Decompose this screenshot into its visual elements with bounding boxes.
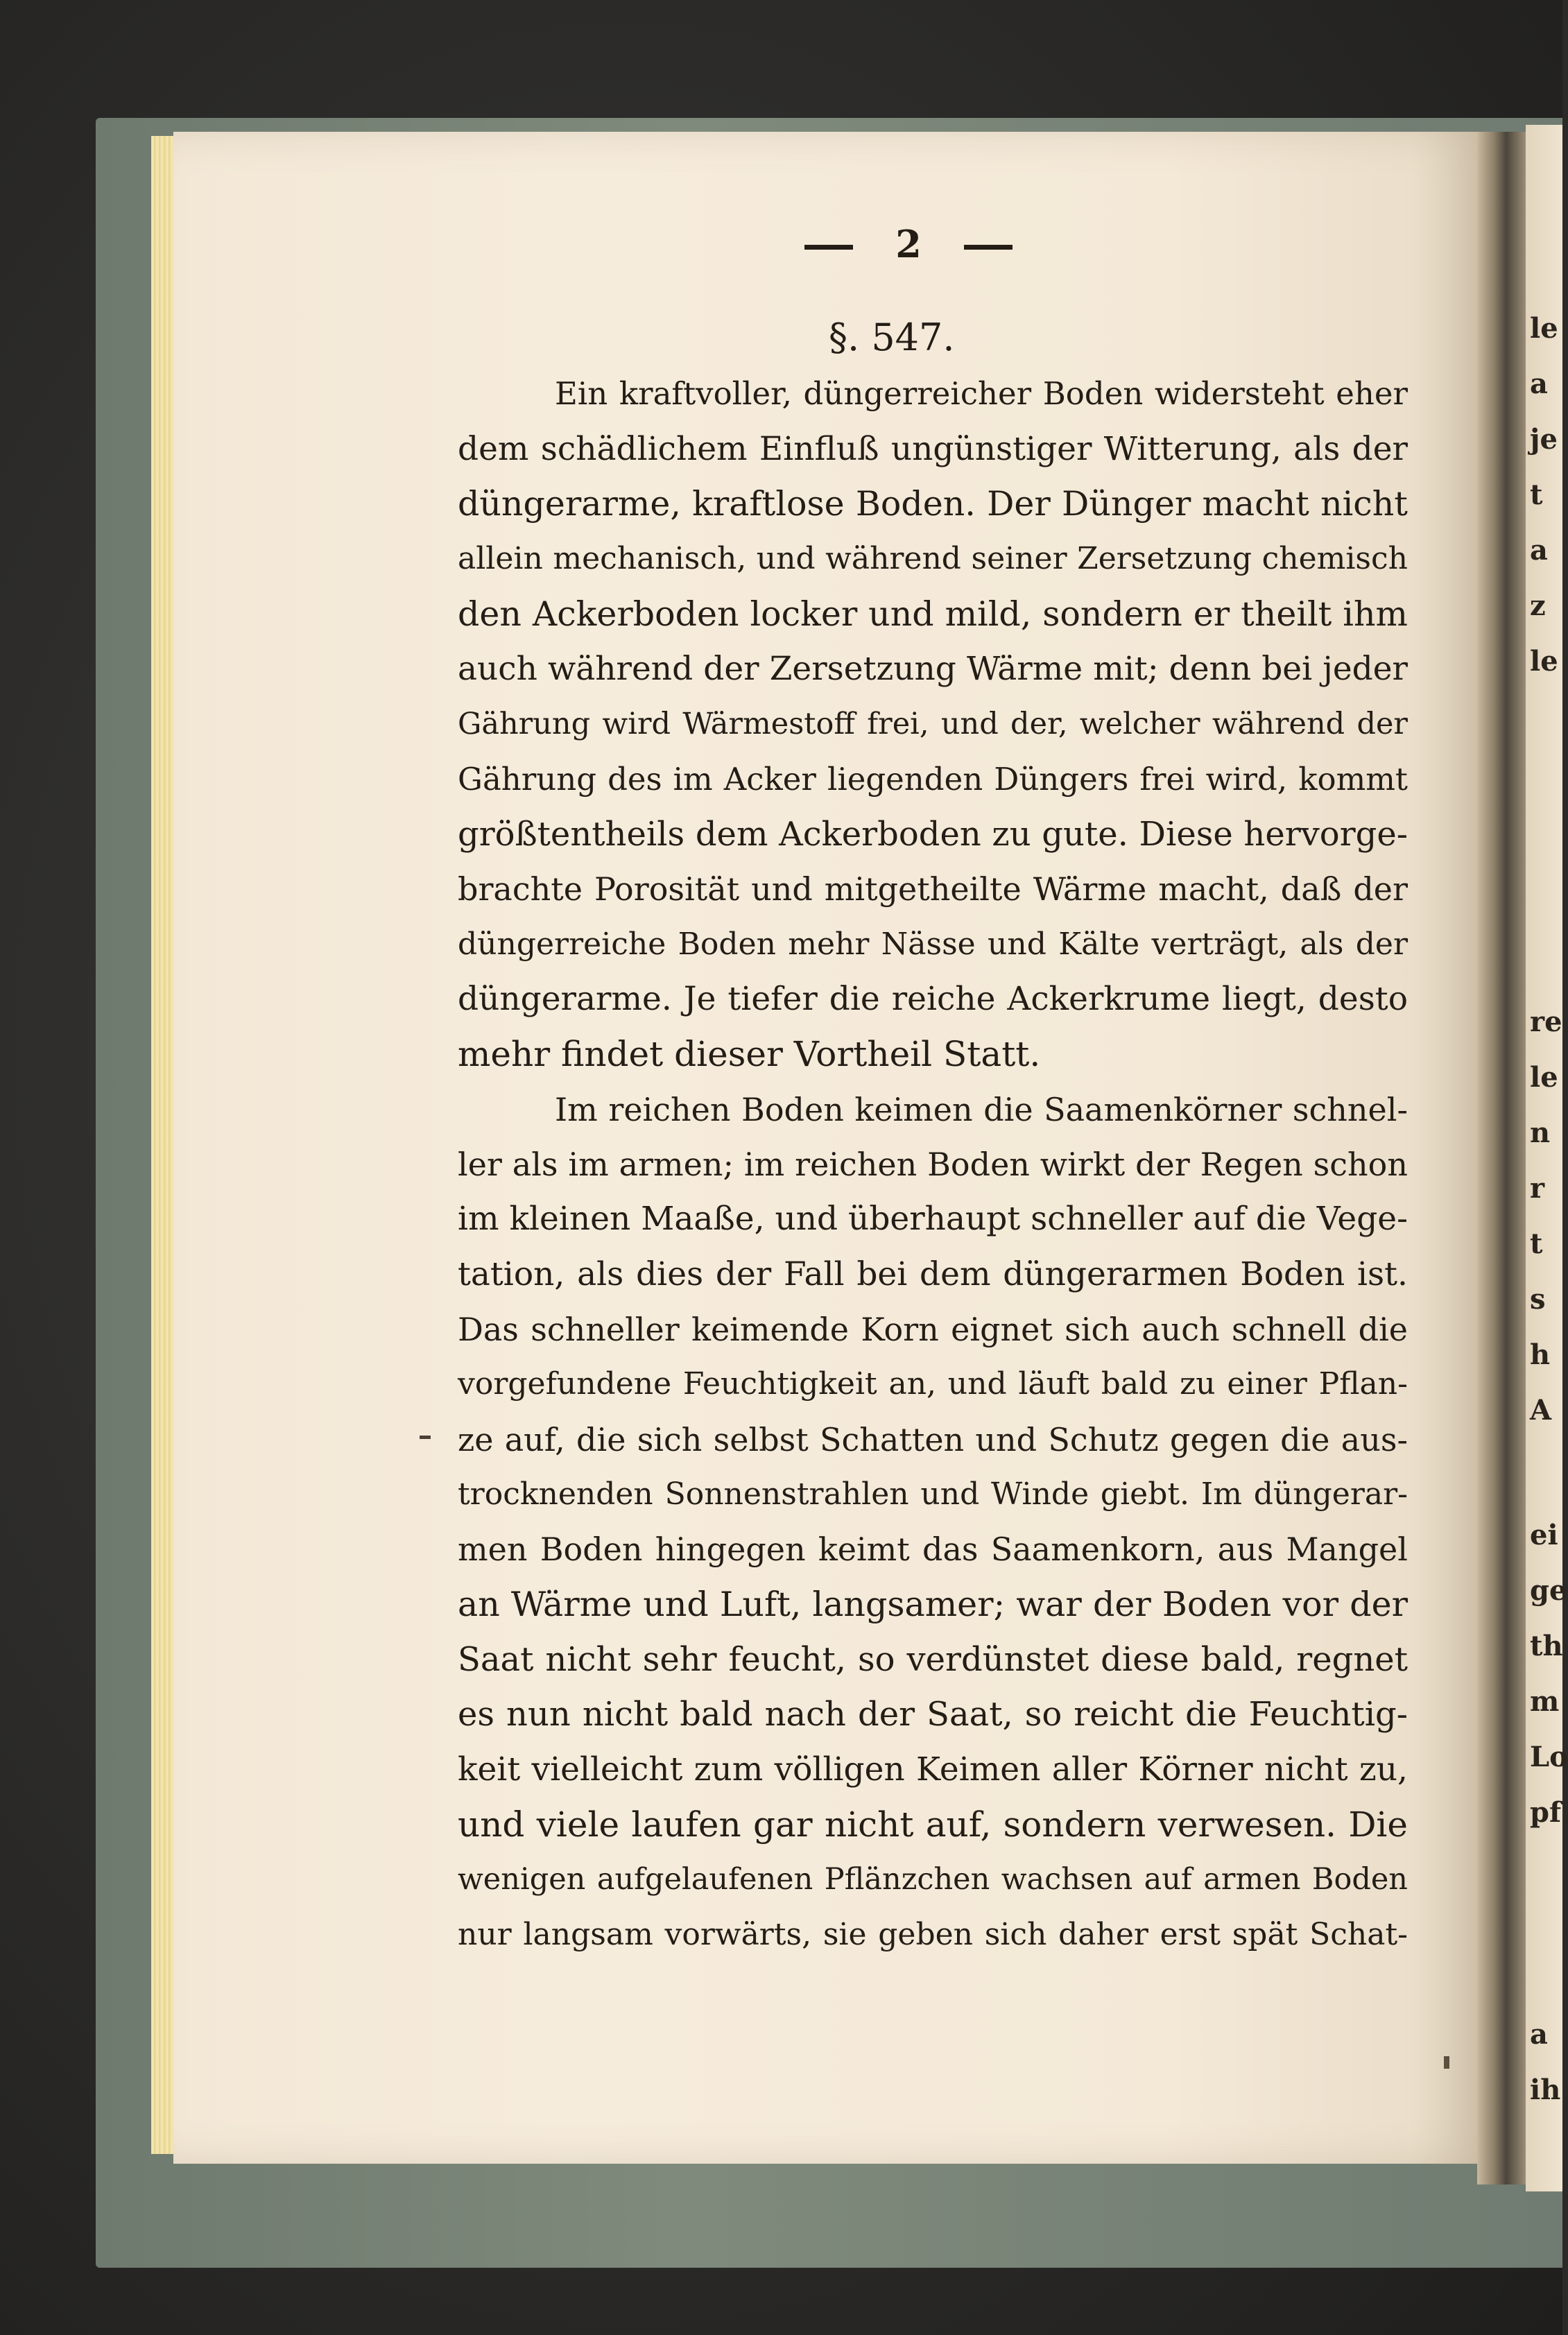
text-line: trocknenden Sonnenstrahlen und Winde giebt. Im düngerar- (458, 1476, 1408, 1512)
fragment-text: je (1530, 423, 1558, 456)
text-line: an Wärme und Luft, langsamer; war der Boden vor der (458, 1585, 1408, 1624)
text-line: dem schädlichem Einfluß ungünstiger Witterung, als der (458, 430, 1408, 468)
page-header (763, 222, 1054, 270)
text-line: größtentheils dem Ackerboden zu gute. Diese hervorge- (458, 815, 1408, 854)
fragment-text: z (1530, 589, 1546, 622)
fragment-text: a (1530, 2018, 1548, 2051)
fragment-text: t (1530, 1227, 1543, 1260)
ink-spot (1444, 2056, 1449, 2069)
text-line: im kleinen Maaße, und überhaupt schneller auf die Vege- (458, 1200, 1408, 1238)
fragment-text: t (1530, 479, 1543, 511)
text-line: düngerarme, kraftlose Boden. Der Dünger macht nicht (458, 484, 1408, 524)
fragment-text: s (1530, 1283, 1546, 1316)
text-line: Gährung des im Acker liegenden Düngers frei wird, kommt (458, 761, 1408, 798)
text-line: ze auf, die sich selbst Schatten und Schutz gegen die aus- (458, 1421, 1408, 1458)
fragment-text: h (1530, 1338, 1551, 1371)
right-page-fragment (1526, 125, 1568, 2191)
fragment-text: m (1530, 1685, 1560, 1718)
fragment-text: A (1530, 1394, 1552, 1427)
text-line: allein mechanisch, und während seiner Zersetzung chemisch (458, 541, 1408, 576)
text-line: Das schneller keimende Korn eignet sich auch schnell die (458, 1311, 1408, 1348)
text-line: men Boden hingegen keimt das Saamenkorn, aus Mangel (458, 1531, 1408, 1568)
fragment-text: ge (1530, 1574, 1567, 1607)
fragment-text: le (1530, 1061, 1558, 1094)
text-line: nur langsam vorwärts, sie geben sich daher erst spät Schat- (458, 1917, 1408, 1952)
book-gutter (1477, 132, 1526, 2185)
fragment-text: r (1530, 1172, 1545, 1205)
text-line: den Ackerboden locker und mild, sondern er theilt ihm (458, 594, 1408, 634)
text-line: düngerarme. Je tiefer die reiche Ackerkrume liegt, desto (458, 980, 1408, 1018)
text-line: Ein kraftvoller, düngerreicher Boden widersteht eher (555, 375, 1408, 412)
margin-mark (420, 1436, 431, 1439)
fragment-text: pf (1530, 1796, 1562, 1829)
fragment-text: re (1530, 1006, 1562, 1038)
text-line: tation, als dies der Fall bei dem düngerarmen Boden ist. (458, 1255, 1408, 1293)
text-line: vorgefundene Feuchtigkeit an, und läuft bald zu einer Pflan- (458, 1366, 1408, 1402)
header-dash-right (964, 245, 1013, 250)
text-line: und viele laufen gar nicht auf, sondern verwesen. Die (458, 1804, 1408, 1845)
text-line: auch während der Zersetzung Wärme mit; denn bei jeder (458, 650, 1408, 688)
text-line: wenigen aufgelaufenen Pflänzchen wachsen auf armen Boden (458, 1862, 1408, 1897)
page-number: 2 (895, 222, 922, 266)
fragment-text: th (1530, 1630, 1563, 1662)
text-line: keit vielleicht zum völligen Keimen aller Körner nicht zu, (458, 1750, 1408, 1789)
text-line: ler als im armen; im reichen Boden wirkt der Regen schon (458, 1146, 1408, 1183)
fragment-text: n (1530, 1117, 1551, 1149)
text-line: mehr findet dieser Vortheil Statt. (458, 1034, 1041, 1074)
text-line: düngerreiche Boden mehr Nässe und Kälte verträgt, als der (458, 927, 1408, 962)
fragment-text: le (1530, 312, 1558, 345)
text-line: Gährung wird Wärmestoff frei, und der, welcher während der (458, 707, 1408, 741)
text-line: brachte Porosität und mitgetheilte Wärme macht, daß der (458, 870, 1408, 908)
fragment-text: Lo (1530, 1741, 1568, 1773)
fragment-text: a (1530, 368, 1548, 400)
fragment-text: ei (1530, 1519, 1558, 1551)
text-line: Saat nicht sehr feucht, so verdünstet diese bald, regnet (458, 1640, 1408, 1679)
fragment-text: a (1530, 534, 1548, 567)
text-line: Im reichen Boden keimen die Saamenkörner schnel- (555, 1091, 1408, 1128)
section-heading: §. 547. (829, 316, 955, 359)
fragment-text: ih (1530, 2074, 1561, 2106)
text-line: es nun nicht bald nach der Saat, so reicht die Feuchtig- (458, 1695, 1408, 1734)
fragment-text: le (1530, 645, 1558, 678)
